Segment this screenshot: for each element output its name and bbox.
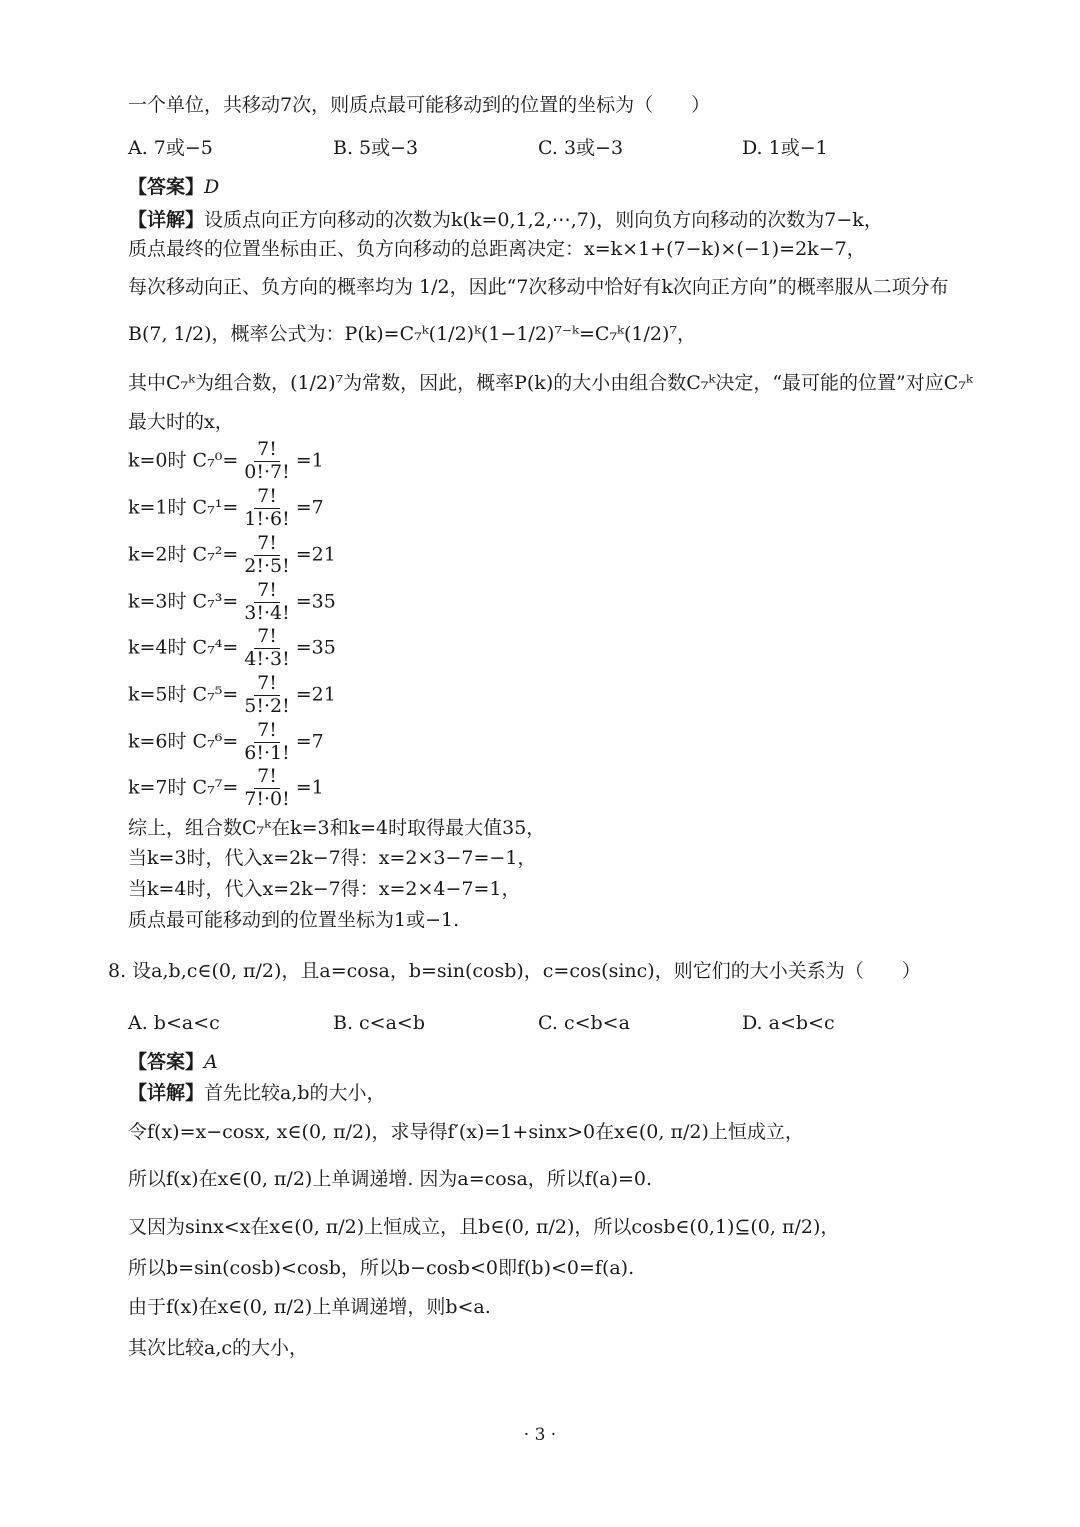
comb-denominator: 7!·0! [244,787,290,810]
q8-answer [128,1053,218,1072]
q8-detail-line-4: 又因为sinx<x在x∈(0, π/2)上恒成立，且b∈(0, π/2)，所以cosb∈(0,1)⊆(0, π/2)， [128,1216,840,1238]
comb-fraction [241,440,293,483]
q8-option-a: A. b<a<c [128,1012,220,1034]
comb-denominator: 1!·6! [244,507,290,530]
q7-detail-label: 【详解】 [128,209,205,231]
comb-head: k=5时 C₇⁵= [128,683,239,706]
comb-value: =7 [295,496,324,519]
comb-numerator: 7! [254,534,280,556]
comb-fraction [241,721,293,764]
comb-head: k=4时 C₇⁴= [128,636,239,659]
comb-denominator: 4!·3! [244,647,290,670]
comb-value: =21 [295,543,336,566]
comb-head: k=7时 C₇⁷= [128,776,239,799]
comb-row [128,721,324,764]
comb-row [128,487,324,530]
q8-option-d: D. a<b<c [742,1012,835,1034]
comb-numerator: 7! [254,721,280,743]
comb-numerator: 7! [254,627,280,649]
page-number: · 3 · [523,1425,557,1445]
q7-option-c: C. 3或−3 [538,137,624,159]
comb-row [128,767,324,810]
comb-fraction [241,581,293,624]
comb-fraction [241,767,293,810]
q8-option-b: B. c<a<b [333,1012,426,1034]
comb-head: k=0时 C₇⁰= [128,449,239,472]
comb-value: =1 [295,776,324,799]
comb-denominator: 6!·1! [244,741,290,764]
q8-detail-line-1 [128,1084,386,1103]
comb-value: =1 [295,449,324,472]
comb-row [128,534,336,577]
q8-option-c: C. c<b<a [538,1012,630,1034]
q7-summary-line-3: 当k=4时，代入x=2k−7得：x=2×4−7=1， [128,878,521,900]
comb-denominator: 0!·7! [244,460,290,483]
q7-summary-line-1: 综上，组合数C₇ᵏ在k=3和k=4时取得最大值35， [128,817,546,839]
q7-detail-line-5: 其中C₇ᵏ为组合数，(1/2)⁷为常数，因此，概率P(k)的大小由组合数C₇ᵏ决定，“最可能的位置”对应C₇ᵏ [128,372,973,394]
comb-fraction [241,674,293,717]
comb-head: k=1时 C₇¹= [128,496,239,519]
q8-detail-line-2: 令f(x)=x−cosx, x∈(0, π/2)，求导得f′(x)=1+sinx>0在x∈(0, π/2)上恒成立， [128,1121,804,1143]
q8-detail-label: 【详解】 [128,1082,205,1104]
comb-denominator: 5!·2! [244,694,290,717]
comb-head: k=3时 C₇³= [128,590,239,613]
comb-numerator: 7! [254,581,280,603]
comb-row [128,440,324,483]
q7-answer-label: 【答案】 [128,176,205,198]
comb-fraction [241,534,293,577]
intro-line: 一个单位，共移动7次，则质点最可能移动到的位置的坐标为（ ） [128,94,711,116]
comb-row [128,674,336,717]
comb-row [128,581,336,624]
comb-denominator: 3!·4! [244,601,290,624]
q8-stem: 8. 设a,b,c∈(0, π/2)，且a=cosa，b=sin(cosb)，c=cos(sinc)，则它们的大小关系为（ ） [108,960,921,982]
q8-detail-line-7: 其次比较a,c的大小， [128,1337,309,1359]
comb-value: =7 [295,730,324,753]
q7-detail-line-1 [128,211,883,230]
comb-numerator: 7! [254,440,280,462]
q8-detail-text: 首先比较a,b的大小， [204,1082,386,1104]
comb-numerator: 7! [254,767,280,789]
q7-option-d: D. 1或−1 [742,137,828,159]
q7-option-a: A. 7或−5 [128,137,213,159]
q8-detail-line-3: 所以f(x)在x∈(0, π/2)上单调递增. 因为a=cosa，所以f(a)=0. [128,1168,653,1190]
comb-head: k=6时 C₇⁶= [128,730,239,753]
comb-numerator: 7! [254,674,280,696]
q7-answer-value: D [204,176,220,198]
q7-summary-line-4: 质点最可能移动到的位置坐标为1或−1. [128,909,460,931]
q7-summary-line-2: 当k=3时，代入x=2k−7得：x=2×3−7=−1， [128,847,537,869]
q8-answer-value: A [204,1051,218,1073]
comb-fraction [241,487,293,530]
q8-detail-line-6: 由于f(x)在x∈(0, π/2)上单调递增，则b<a. [128,1296,491,1318]
comb-head: k=2时 C₇²= [128,543,239,566]
comb-numerator: 7! [254,487,280,509]
q8-answer-label: 【答案】 [128,1051,205,1073]
comb-value: =35 [295,590,336,613]
q7-detail-line-6: 最大时的x， [128,411,234,433]
comb-row [128,627,336,670]
comb-value: =35 [295,636,336,659]
q7-detail-line-3: 每次移动向正、负方向的概率均为 1/2，因此“7次移动中恰好有k次向正方向”的概率服从二项分布 [128,276,949,298]
q8-detail-line-5: 所以b=sin(cosb)<cosb，所以b−cosb<0即f(b)<0=f(a). [128,1257,635,1279]
comb-value: =21 [295,683,336,706]
q7-detail-line-2: 质点最终的位置坐标由正、负方向移动的总距离决定：x=k×1+(7−k)×(−1)=2k−7， [128,238,866,260]
comb-denominator: 2!·5! [244,554,290,577]
q7-detail-text: 设质点向正方向移动的次数为k(k=0,1,2,⋯,7)，则向负方向移动的次数为7−k， [204,209,883,231]
comb-fraction [241,627,293,670]
q7-detail-line-4: B(7, 1/2)，概率公式为：P(k)=C₇ᵏ(1/2)ᵏ(1−1/2)⁷⁻ᵏ=C₇ᵏ(1/2)⁷， [128,323,697,345]
q7-option-b: B. 5或−3 [333,137,419,159]
q7-answer [128,178,219,197]
